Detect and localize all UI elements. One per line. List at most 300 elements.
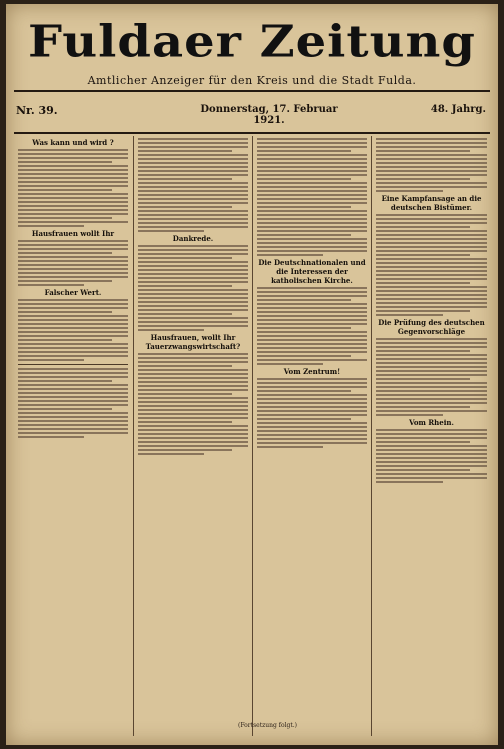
text-line [18, 268, 128, 270]
text-line [257, 363, 323, 365]
text-line [257, 146, 367, 148]
text-line [18, 201, 128, 203]
article-heading: Eine Kampfansage an die deutschen Bistümer. [381, 194, 482, 212]
text-line [257, 250, 367, 252]
text-line [138, 210, 248, 212]
text-line [18, 165, 128, 167]
text-line [138, 297, 248, 299]
text-line [18, 173, 128, 175]
text-line [376, 174, 487, 176]
text-line [257, 315, 367, 317]
text-line [18, 368, 128, 370]
text-line [18, 299, 128, 301]
text-line [376, 457, 487, 459]
text-line [18, 276, 128, 278]
text-line [257, 347, 367, 349]
article-text-block [14, 149, 132, 227]
newspaper-page [6, 4, 498, 745]
text-line [376, 150, 470, 152]
text-line [376, 230, 487, 232]
text-line [138, 305, 248, 307]
column-4 [371, 136, 491, 736]
text-line [257, 166, 367, 168]
text-line [376, 398, 487, 400]
text-line [18, 193, 128, 195]
volume-number: 48. Jahrg. [430, 104, 486, 115]
text-line [257, 418, 351, 420]
text-line [376, 290, 487, 292]
masthead-title: Fuldaer Zeitung [28, 16, 476, 68]
text-line [257, 218, 367, 220]
article-text-block [253, 138, 371, 256]
text-line [138, 249, 248, 251]
text-line [257, 158, 367, 160]
text-line [18, 280, 112, 282]
text-line [257, 422, 367, 424]
text-line [138, 186, 248, 188]
text-line [257, 295, 367, 297]
text-line [257, 226, 367, 228]
text-line [376, 429, 487, 431]
article-text-block [14, 368, 132, 438]
article-text-block [372, 429, 491, 483]
text-line [18, 355, 128, 357]
text-line [138, 174, 248, 176]
text-line [138, 421, 232, 423]
text-line [257, 206, 351, 208]
text-line [257, 254, 323, 256]
text-line [138, 433, 248, 435]
text-line [376, 449, 487, 451]
text-line [138, 445, 248, 447]
text-line [257, 190, 367, 192]
text-line [376, 282, 470, 284]
text-line [138, 365, 232, 367]
article-heading: Was kann und wird ? [32, 138, 114, 147]
text-line [376, 218, 487, 220]
text-line [18, 177, 128, 179]
text-line [138, 321, 248, 323]
text-line [257, 398, 367, 400]
text-line [376, 190, 443, 192]
column-2 [133, 136, 252, 736]
text-line [138, 325, 248, 327]
text-line [257, 386, 367, 388]
text-line [138, 162, 248, 164]
text-line [18, 153, 128, 155]
text-line [376, 178, 470, 180]
text-line [376, 246, 487, 248]
divider [18, 364, 128, 365]
text-line [18, 169, 128, 171]
text-line [138, 194, 248, 196]
text-line [376, 238, 487, 240]
text-line [376, 358, 487, 360]
text-line [257, 323, 367, 325]
text-line [138, 405, 248, 407]
text-line [257, 311, 367, 313]
continuation-note: (Fortsetzung folgt.) [238, 722, 297, 729]
text-line [376, 473, 487, 475]
text-line [18, 284, 84, 286]
text-line [18, 359, 84, 361]
text-line [18, 221, 128, 223]
article-text-block [14, 299, 132, 361]
issue-date: Donnerstag, 17. Februar 1921. [200, 104, 338, 126]
article-heading: Die Deutschnationalen und die Interessen der katholischen Kirche. [258, 258, 366, 285]
text-line [18, 404, 128, 406]
text-line [376, 382, 487, 384]
text-line [257, 299, 351, 301]
text-line [257, 307, 367, 309]
text-line [18, 331, 128, 333]
text-line [257, 378, 367, 380]
text-line [376, 222, 487, 224]
text-line [138, 373, 248, 375]
text-line [376, 410, 487, 412]
text-line [257, 382, 367, 384]
text-line [18, 161, 112, 163]
text-line [257, 150, 351, 152]
text-line [138, 389, 248, 391]
text-line [376, 437, 487, 439]
article-heading: Hausfrauen, wollt Ihr Tauerzwangswirtschaft? [145, 333, 241, 351]
text-line [376, 406, 470, 408]
text-line [138, 437, 248, 439]
text-line [18, 420, 128, 422]
text-line [257, 414, 367, 416]
text-line [257, 238, 367, 240]
text-line [138, 222, 248, 224]
text-line [18, 319, 128, 321]
text-line [18, 384, 128, 386]
text-line [18, 380, 112, 382]
text-line [18, 416, 128, 418]
article-heading: Dankrede. [172, 234, 214, 243]
text-line [376, 170, 487, 172]
text-line [376, 314, 443, 316]
text-line [18, 428, 128, 430]
text-line [138, 182, 248, 184]
text-line [18, 327, 128, 329]
text-line [18, 248, 128, 250]
text-line [257, 202, 367, 204]
text-line [376, 453, 487, 455]
text-line [257, 186, 367, 188]
text-line [257, 351, 367, 353]
text-line [138, 154, 248, 156]
text-line [138, 166, 248, 168]
text-line [138, 206, 232, 208]
text-line [376, 354, 487, 356]
text-line [138, 381, 248, 383]
column-3 [252, 136, 371, 736]
text-line [376, 298, 487, 300]
text-line [18, 205, 128, 207]
text-line [257, 242, 367, 244]
text-line [257, 214, 367, 216]
text-line [257, 442, 367, 444]
text-line [376, 306, 487, 308]
text-line [257, 438, 367, 440]
text-line [376, 278, 487, 280]
text-line [257, 331, 367, 333]
text-line [257, 138, 367, 140]
text-line [18, 408, 112, 410]
text-line [138, 317, 248, 319]
text-line [376, 214, 487, 216]
text-line [138, 138, 248, 140]
text-line [138, 413, 248, 415]
text-line [257, 234, 351, 236]
text-line [138, 329, 204, 331]
text-line [376, 481, 443, 483]
text-line [376, 433, 487, 435]
text-line [376, 346, 487, 348]
text-line [138, 190, 248, 192]
text-line [138, 313, 232, 315]
text-line [257, 194, 367, 196]
text-line [376, 342, 487, 344]
article-columns [14, 136, 490, 736]
text-line [376, 154, 487, 156]
text-line [138, 142, 248, 144]
text-line [376, 414, 443, 416]
article-text-block [253, 287, 371, 365]
text-line [376, 158, 487, 160]
text-line [138, 230, 204, 232]
text-line [376, 234, 487, 236]
text-line [138, 385, 248, 387]
text-line [18, 323, 128, 325]
text-line [138, 158, 248, 160]
text-line [376, 461, 487, 463]
text-line [257, 174, 367, 176]
text-line [257, 434, 367, 436]
text-line [18, 343, 128, 345]
article-text-block [372, 138, 491, 192]
text-line [376, 362, 487, 364]
text-line [18, 412, 128, 414]
text-line [138, 393, 232, 395]
text-line [138, 202, 248, 204]
text-line [18, 244, 128, 246]
text-line [138, 214, 248, 216]
text-line [138, 401, 248, 403]
text-line [376, 182, 487, 184]
article-text-block [14, 240, 132, 286]
article-text-block [134, 138, 252, 232]
text-line [138, 146, 248, 148]
text-line [376, 378, 470, 380]
text-line [257, 402, 367, 404]
text-line [376, 350, 470, 352]
text-line [257, 142, 367, 144]
text-line [138, 245, 248, 247]
text-line [138, 397, 248, 399]
text-line [376, 402, 487, 404]
text-line [376, 138, 487, 140]
text-line [18, 339, 112, 341]
text-line [376, 242, 487, 244]
article-text-block [253, 378, 371, 448]
text-line [138, 289, 248, 291]
text-line [257, 246, 367, 248]
text-line [376, 338, 487, 340]
text-line [18, 240, 128, 242]
text-line [138, 226, 248, 228]
text-line [376, 270, 487, 272]
text-line [257, 303, 367, 305]
text-line [138, 285, 232, 287]
text-line [257, 343, 367, 345]
text-line [138, 178, 232, 180]
text-line [138, 453, 204, 455]
text-line [138, 257, 232, 259]
text-line [18, 372, 128, 374]
text-line [138, 218, 248, 220]
text-line [18, 185, 128, 187]
text-line [376, 394, 487, 396]
text-line [138, 293, 248, 295]
text-line [18, 315, 128, 317]
text-line [138, 425, 248, 427]
text-line [376, 441, 470, 443]
text-line [138, 277, 248, 279]
text-line [376, 302, 487, 304]
text-line [18, 272, 128, 274]
text-line [257, 222, 367, 224]
text-line [376, 445, 487, 447]
text-line [18, 424, 128, 426]
text-line [138, 273, 248, 275]
text-line [138, 409, 248, 411]
text-line [376, 370, 487, 372]
text-line [257, 319, 367, 321]
text-line [18, 197, 128, 199]
text-line [257, 355, 351, 357]
text-line [18, 392, 128, 394]
text-line [18, 303, 128, 305]
article-heading: Die Prüfung des deutschen Gegenvorschläge [378, 318, 485, 336]
text-line [18, 307, 128, 309]
text-line [138, 353, 248, 355]
text-line [18, 213, 128, 215]
text-line [376, 142, 487, 144]
text-line [376, 390, 487, 392]
text-line [138, 369, 248, 371]
text-line [138, 309, 248, 311]
text-line [376, 386, 487, 388]
text-line [257, 178, 351, 180]
text-line [18, 252, 112, 254]
column-1 [14, 136, 132, 736]
text-line [18, 181, 128, 183]
text-line [18, 376, 128, 378]
text-line [376, 294, 487, 296]
text-line [376, 146, 487, 148]
text-line [18, 260, 128, 262]
text-line [257, 170, 367, 172]
text-line [18, 157, 128, 159]
text-line [138, 269, 248, 271]
text-line [257, 406, 367, 408]
text-line [138, 170, 248, 172]
text-line [138, 417, 248, 419]
text-line [18, 189, 112, 191]
text-line [18, 311, 112, 313]
text-line [376, 250, 487, 252]
text-line [376, 286, 487, 288]
text-line [257, 154, 367, 156]
issue-number: Nr. 39. [16, 104, 58, 117]
article-heading: Vom Rhein. [409, 418, 454, 427]
text-line [18, 217, 112, 219]
text-line [257, 446, 323, 448]
article-text-block [134, 245, 252, 331]
article-text-block [134, 353, 252, 455]
text-line [376, 477, 487, 479]
article-heading: Falscher Wert. [44, 288, 102, 297]
text-line [257, 410, 367, 412]
text-line [376, 162, 487, 164]
text-line [18, 256, 128, 258]
text-line [376, 266, 487, 268]
text-line [18, 351, 128, 353]
text-line [138, 361, 248, 363]
text-line [257, 426, 367, 428]
text-line [138, 198, 248, 200]
text-line [18, 264, 128, 266]
text-line [257, 287, 367, 289]
text-line [138, 253, 248, 255]
text-line [376, 258, 487, 260]
text-line [18, 335, 128, 337]
text-line [257, 335, 367, 337]
text-line [376, 226, 470, 228]
text-line [376, 262, 487, 264]
text-line [138, 150, 232, 152]
text-line [376, 374, 487, 376]
text-line [257, 210, 367, 212]
text-line [376, 186, 487, 188]
text-line [138, 377, 248, 379]
issue-info-bar [14, 90, 490, 134]
text-line [18, 149, 128, 151]
text-line [18, 388, 128, 390]
article-heading: Vom Zentrum! [283, 367, 341, 376]
text-line [18, 209, 128, 211]
text-line [376, 166, 487, 168]
text-line [257, 162, 367, 164]
text-line [18, 436, 84, 438]
text-line [257, 291, 367, 293]
text-line [138, 429, 248, 431]
text-line [138, 449, 232, 451]
text-line [257, 359, 367, 361]
text-line [257, 430, 367, 432]
text-line [376, 274, 487, 276]
text-line [138, 441, 248, 443]
text-line [18, 400, 128, 402]
text-line [18, 225, 84, 227]
text-line [138, 265, 248, 267]
text-line [138, 281, 248, 283]
text-line [138, 261, 248, 263]
text-line [18, 347, 128, 349]
text-line [376, 310, 470, 312]
text-line [138, 357, 248, 359]
